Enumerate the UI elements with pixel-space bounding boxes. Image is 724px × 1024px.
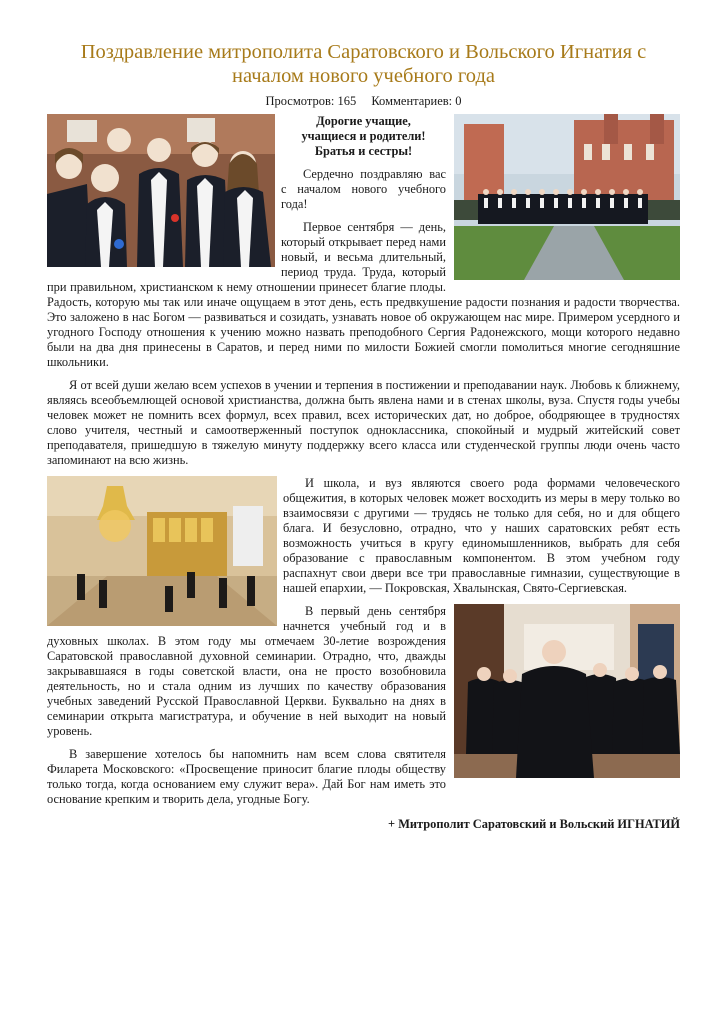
paragraph-6: В завершение хотелось бы напомнить нам всем слова святителя Филарета Московского: «Просвещение приносит благие плоды обществу только тогда, когда основанием ему служит вера». Дай Бог нам иметь это основание крепким и творить дела, угодные Богу.: [47, 747, 446, 806]
paragraph-5: В первый день сентября начнется учебный год и в духовных школах. В этом году мы отмечаем 30-летие возрождения Саратовской православной духовной семинарии. Отрадно, что, дважды закрывавшаяся в годы советской власти, она не просто возобновила деятельность, но и стала одним из лучших по качеству образования учебных заведений Русской Православной Церкви. Буквально на днях в семинарии открыта магистратура, и обучение в ней выходит на новый уровень.: [47, 604, 446, 738]
views-count: Просмотров: 165: [265, 94, 357, 108]
greeting-line-3: Братья и сестры!: [314, 144, 413, 158]
paragraph-2: Первое сентября — день, который открывает перед нами новый, и весьма длительный, период труда. Труда, который при правильном, христианском к нему отношении принесет благие плоды. Радость, которую мы так или иначе ощущаем в этот день, есть предвкушение радости познания и радости творчества. Это заложено в нас Богом — развиваться и созидать, узнавать новое об окружающем нас мире. Примером усердного и угодного Господу отношения к учению можно назвать преподобного Сергия Радонежского, мощи которого недавно были на два дня принесены в Саратов, и перед ними по милости Божией смогли помолиться многие сегодняшние школьники.: [47, 220, 680, 369]
photo-group-at-church: [454, 114, 680, 280]
greeting-line-2: учащиеся и родители!: [301, 129, 426, 143]
photo-church-interior: [47, 476, 277, 626]
article-title: Поздравление митрополита Саратовского и Вольского Игнатия с началом нового учебного года: [80, 41, 647, 87]
signature: + Митрополит Саратовский и Вольский ИГНАТИЙ: [388, 817, 680, 831]
article-meta: [47, 94, 680, 109]
comments-count: Комментариев: 0: [371, 94, 462, 108]
paragraph-3: Я от всей души желаю всем успехов в учении и терпения в постижении и преподавании наук. Любовь к ближнему, являясь всеобъемлющей основой христианства, должна быть явлена нами и в стенах школы, вуза. Спустя годы учебы человек может не помнить всех формул, всех правил, всех исторических дат, но доброе, ободряющее в трудностях слово учителя, честный и самоотверженный поступок одноклассника, спокойный и мудрый житейский совет преподавателя, пришедшую в тяжелую минуту поддержку всего класса или студенческой группы люди очень часто запоминают на всю жизнь.: [47, 378, 680, 467]
photo-seminarians: [454, 604, 680, 778]
photo-schoolchildren: [47, 114, 275, 267]
paragraph-4: И школа, и вуз являются своего рода формами человеческого общежития, в которых человек может восходить из меры в меру только во взаимосвязи с другими — трудясь не только для себя, но и для общего блага. И безусловно, отрадно, что у наших саратовских ребят есть возможность учиться в кругу единомышленников, выбрать для себя образование с православным компонентом. В этом учебном году распахнут свои двери все три православные гимназии, существующие в нашей епархии, — Покровская, Хвалынская, Свято-Сергиевская.: [283, 476, 680, 595]
article-body: [47, 114, 680, 832]
paragraph-1: Сердечно поздравляю вас с началом нового учебного года!: [281, 167, 446, 211]
greeting-line-1: Дорогие учащие,: [316, 114, 411, 128]
article: [47, 40, 680, 832]
